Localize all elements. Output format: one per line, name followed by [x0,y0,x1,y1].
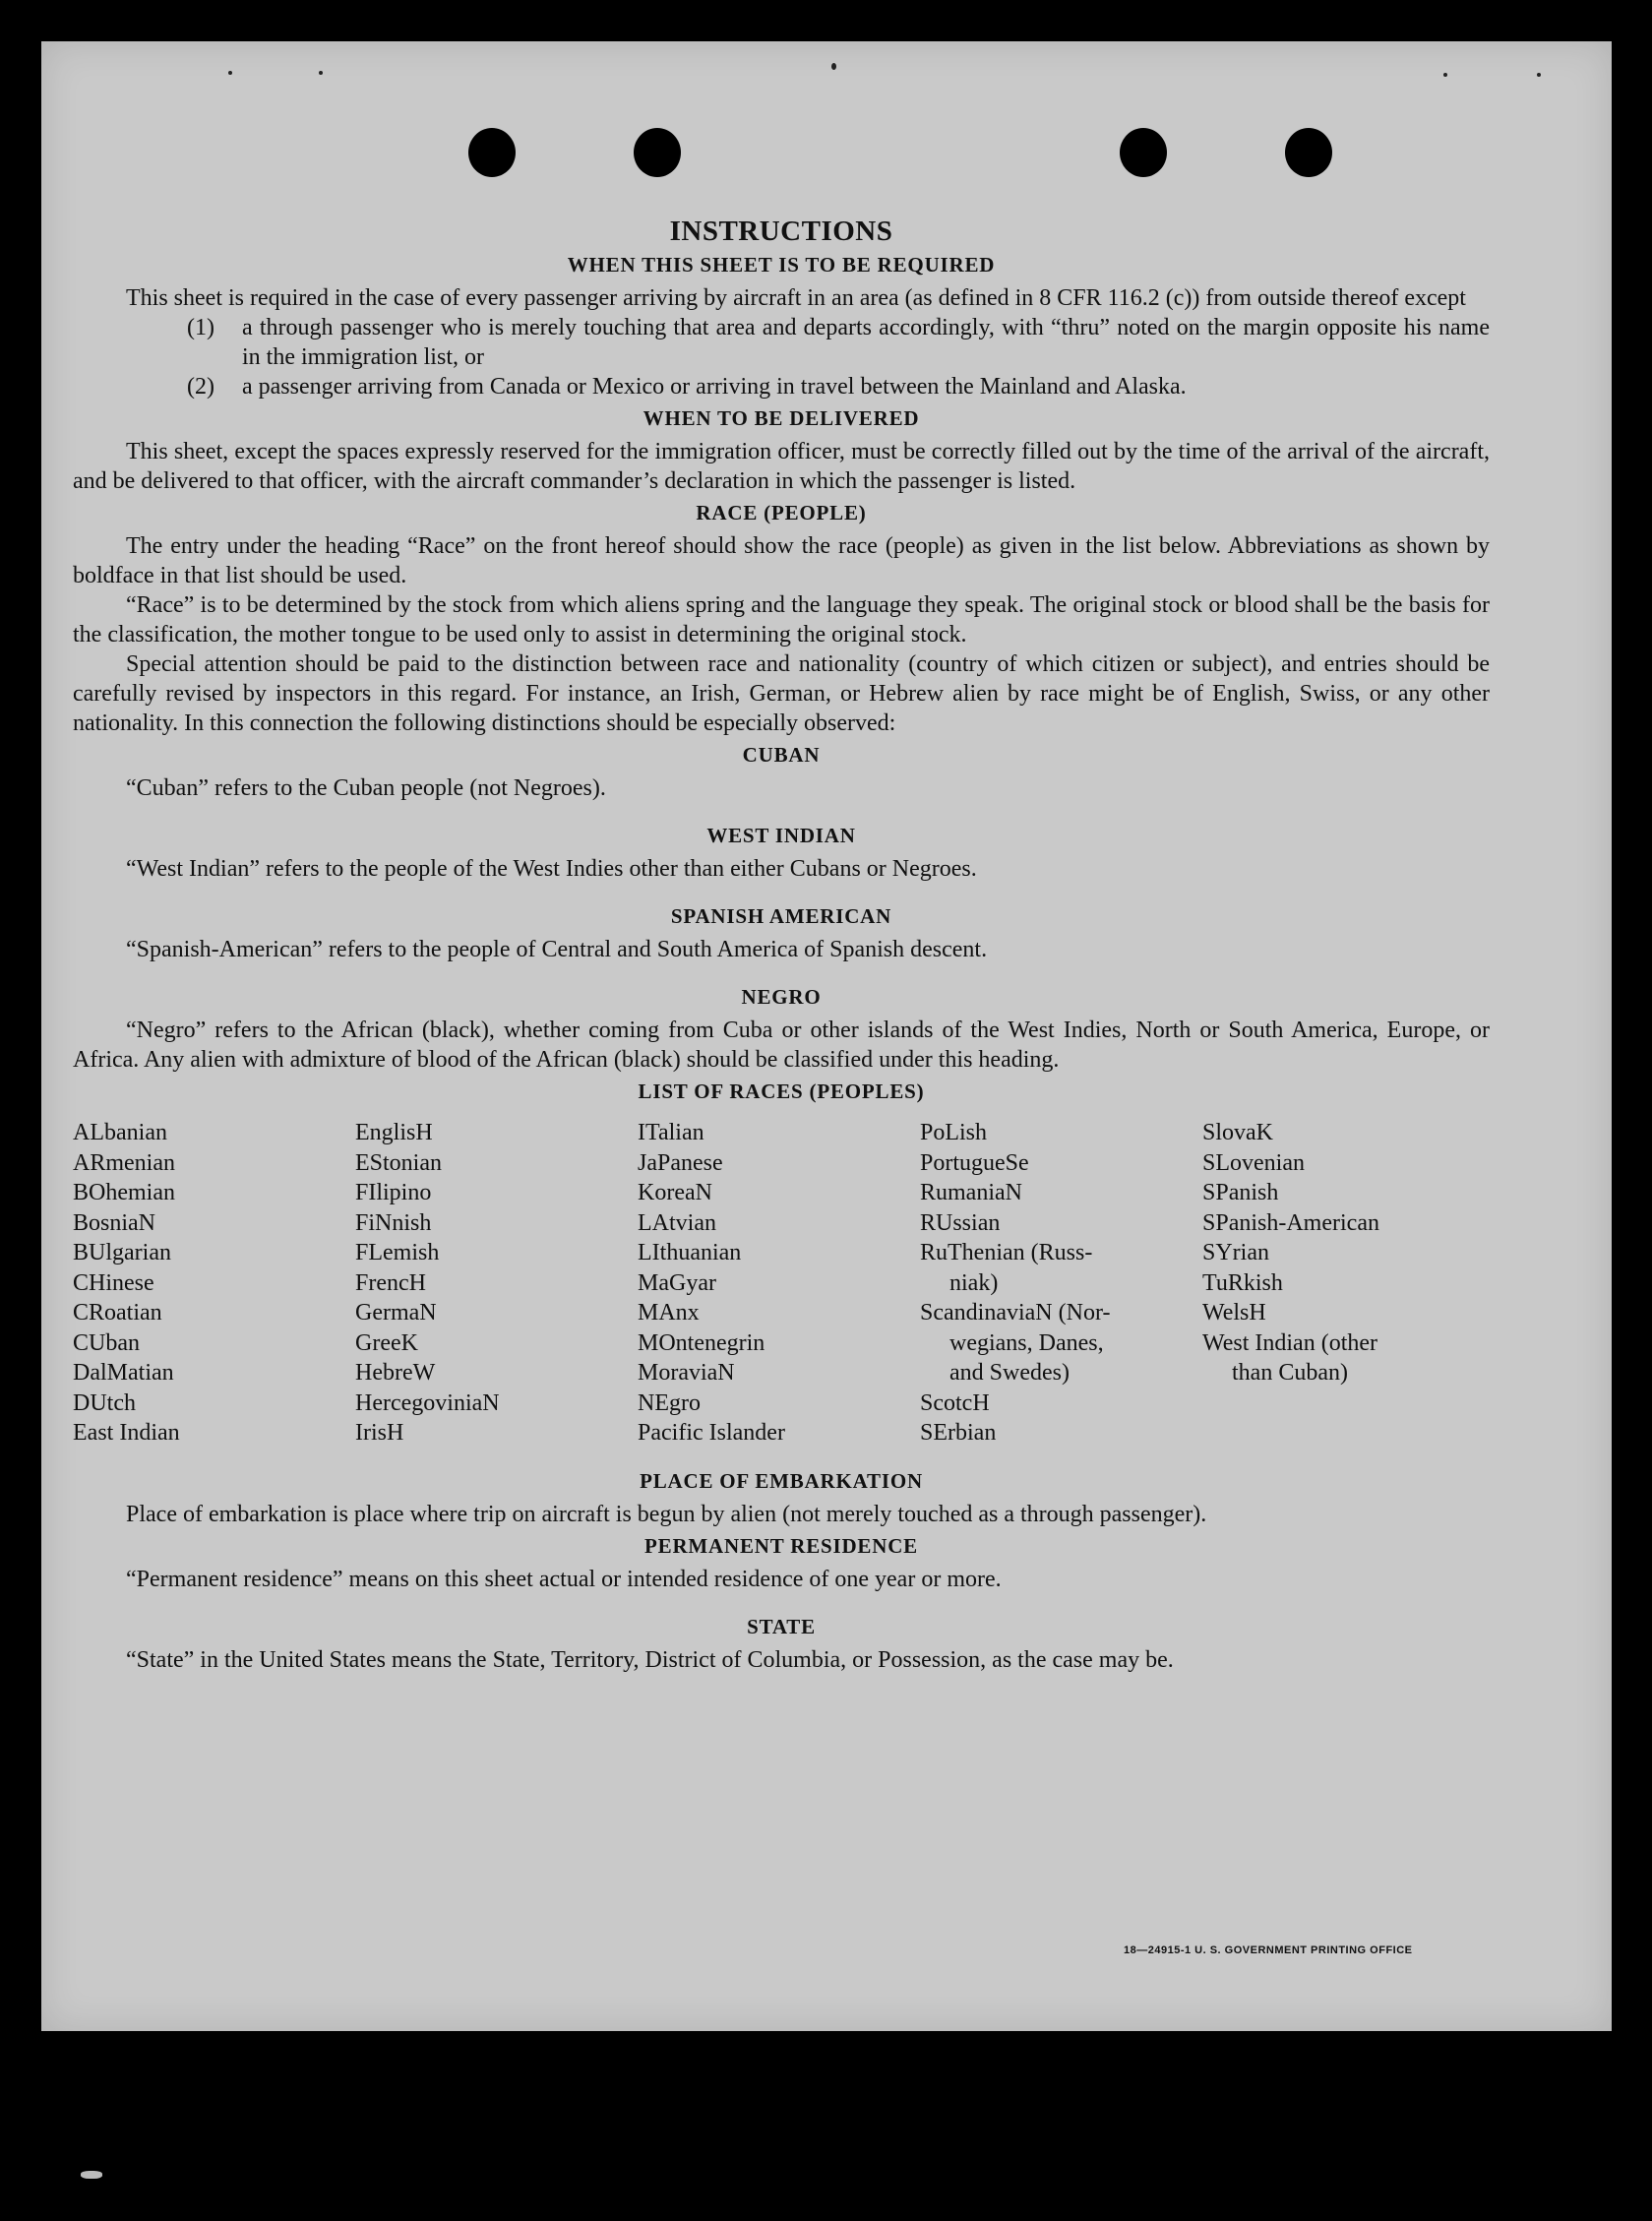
race-entry: BUlgarian [73,1240,171,1265]
required-intro: This sheet is required in the case of every passenger arriving by aircraft in an area (as defined in 8 CFR 116.2 (c)) from outside thereof except [126,285,1466,311]
race-entry: SErbian [920,1420,997,1446]
state-text: “State” in the United States means the State, Territory, District of Columbia, or Possession, as the case may be. [126,1646,1174,1673]
races-column [355,1118,638,1449]
race-entry: JaPanese [638,1149,723,1176]
speck [319,71,323,75]
race-paragraph: “Race” is to be determined by the stock from which aliens spring and the language they speak. The original stock or blood shall be the basis for the classification, the mother tongue to be used only to assist in determining the original stock. [73,592,1490,648]
speck [1443,73,1447,77]
race-entry: HercegoviniaN [355,1389,500,1416]
race-entry: RuThenian (Russ- [920,1240,1093,1265]
heading-cuban: CUBAN [742,743,821,767]
exception-item [187,372,1490,401]
race-paragraph: Special attention should be paid to the distinction between race and nationality (country of which citizen or subject), and entries should be carefully revised by inspectors in this regard. For instance, an Irish, German, or Hebrew alien by race might be of English, Swiss, or any other nationality. In this connection the following distinctions should be especially observed: [73,651,1490,736]
exception-text: a through passenger who is merely touching that area and departs accordingly, with “thru” noted on the margin opposite his name in the immigration list, or [242,315,1490,370]
heading-negro: NEGRO [741,985,822,1009]
punch-hole [634,128,681,177]
race-entry: FiNnish [355,1209,432,1236]
exception-number: (2) [187,374,214,400]
races-column [920,1118,1202,1449]
punch-hole [468,128,516,177]
cuban-text: “Cuban” refers to the Cuban people (not Negroes). [126,775,606,801]
race-entry: DalMatian [73,1360,174,1386]
race-entry: ALbanian [73,1120,167,1145]
exception-text: a passenger arriving from Canada or Mexico or arriving in travel between the Mainland and Alaska. [242,374,1187,400]
race-entry: BOhemian [73,1180,175,1205]
race-entry: ScotcH [920,1389,990,1416]
race-paragraph: The entry under the heading “Race” on the front hereof should show the race (people) as given in the list below. Abbreviations as shown by boldface in that list should be used. [73,533,1490,588]
speck [831,63,836,70]
race-entry: HebreW [355,1360,436,1386]
heading-race: RACE (PEOPLE) [696,501,867,524]
heading-permanent-residence: PERMANENT RESIDENCE [644,1533,918,1558]
race-entry: RumaniaN [920,1180,1022,1205]
race-entry-continuation: wegians, Danes, [949,1329,1104,1356]
heading-embarkation: PLACE OF EMBARKATION [640,1468,923,1493]
race-entry: DUtch [73,1389,136,1416]
heading-state: STATE [747,1614,816,1638]
residence-text: “Permanent residence” means on this sheet actual or intended residence of one year or more. [126,1566,1002,1592]
races-column [1202,1118,1485,1449]
race-entry: IrisH [355,1420,404,1446]
punch-hole [1285,128,1332,177]
race-entry: East Indian [73,1420,180,1446]
race-entry: ARmenian [73,1149,175,1176]
races-column [73,1118,355,1449]
race-entry: TuRkish [1202,1269,1283,1296]
race-entry: SlovaK [1202,1120,1273,1145]
race-entry: GreeK [355,1329,418,1356]
heading-spanish-american: SPANISH AMERICAN [670,904,892,928]
race-entry-continuation: and Swedes) [949,1360,1070,1386]
page-title: INSTRUCTIONS [669,216,893,247]
race-entry-continuation: niak) [949,1269,999,1296]
negro-text: “Negro” refers to the African (black), whether coming from Cuba or other islands of the West Indies, North or South America, Europe, or Africa. Any alien with admixture of blood of the African (black) should be classified under this heading. [73,1018,1490,1073]
speck [1537,73,1541,77]
race-entry: LAtvian [638,1209,716,1236]
embarkation-text: Place of embarkation is place where trip on aircraft is begun by alien (not merely touched as a through passenger). [126,1501,1207,1527]
race-entry: GermaN [355,1300,437,1326]
races-column [638,1118,920,1449]
race-entry: CUban [73,1329,140,1356]
punch-hole [1120,128,1167,177]
race-entry: EStonian [355,1149,442,1176]
race-entry: MAnx [638,1300,700,1326]
race-entry: FrencH [355,1269,426,1296]
race-entry-continuation: than Cuban) [1232,1360,1348,1386]
spanish-american-text: “Spanish-American” refers to the people of Central and South America of Spanish descent. [126,937,988,962]
race-entry: ITalian [638,1120,704,1145]
race-entry: KoreaN [638,1180,712,1205]
heading-west-indian: WEST INDIAN [706,824,856,847]
speck [228,71,232,75]
race-entry: EnglisH [355,1120,433,1145]
instructions-content [73,177,1490,1675]
exception-number: (1) [187,315,214,340]
race-entry: LIthuanian [638,1240,742,1265]
race-entry: ScandinaviaN (Nor- [920,1300,1111,1326]
race-entry: CRoatian [73,1300,162,1326]
race-entry: MoraviaN [638,1360,735,1386]
heading-list-of-races: LIST OF RACES (PEOPLES) [638,1080,925,1103]
race-entry: PoLish [920,1120,988,1145]
printing-office-code: 18—24915-1 U. S. GOVERNMENT PRINTING OFFICE [1124,1944,1413,1956]
race-entry: West Indian (other [1202,1329,1378,1356]
race-entry: SPanish-American [1202,1209,1379,1236]
race-entry: SLovenian [1202,1149,1305,1176]
race-entry: CHinese [73,1269,154,1296]
race-entry: MaGyar [638,1269,716,1296]
exception-item [187,313,1490,372]
heading-when-delivered: WHEN TO BE DELIVERED [642,406,920,430]
race-entry: SPanish [1202,1180,1279,1205]
race-entry: WelsH [1202,1300,1266,1326]
west-indian-text: “West Indian” refers to the people of the West Indies other than either Cubans or Negroes. [126,856,977,882]
race-entry: PortugueSe [920,1149,1029,1176]
margin-mark [81,2171,102,2179]
race-entry: FIlipino [355,1180,432,1205]
race-entry: BosniaN [73,1209,155,1236]
race-entry: SYrian [1202,1240,1269,1265]
race-entry: MOntenegrin [638,1329,765,1356]
race-entry: RUssian [920,1209,1001,1236]
races-list [73,1118,1490,1449]
delivered-text: This sheet, except the spaces expressly reserved for the immigration officer, must be correctly filled out by the time of the arrival of the aircraft, and be delivered to that officer, with the aircraft commander’s declaration in which the passenger is listed. [73,439,1490,494]
race-entry: Pacific Islander [638,1420,785,1446]
race-entry: FLemish [355,1240,440,1265]
heading-when-required: WHEN THIS SHEET IS TO BE REQUIRED [567,253,996,277]
race-entry: NEgro [638,1389,701,1416]
document-page [41,41,1612,2031]
